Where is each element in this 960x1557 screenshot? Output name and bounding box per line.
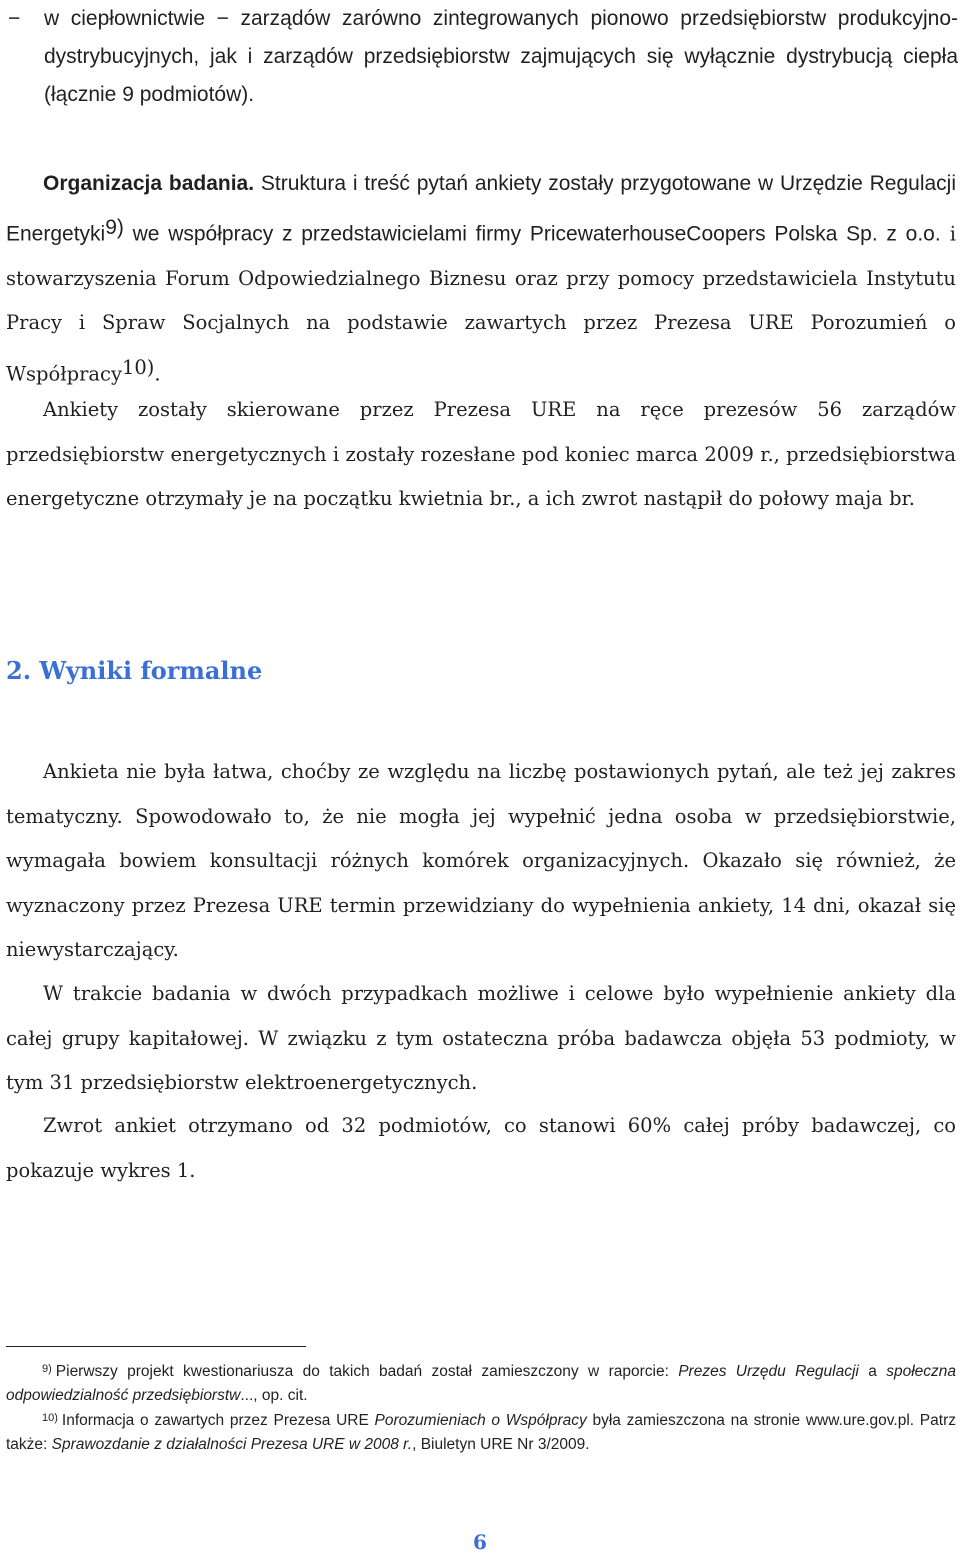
footnote-ref-9: 9) — [105, 216, 124, 239]
footnote-mark: 9) — [42, 1363, 52, 1375]
bullet-item — [8, 0, 958, 114]
results-paragraph-3: Zwrot ankiet otrzymano od 32 podmiotów, co stanowi 60% całej próby badawczej, co pokazuje wykres 1. — [6, 1114, 956, 1182]
section-title: Wyniki formalne — [39, 656, 263, 685]
footnote-text: Pierwszy projekt kwestionariusza do takich badań został zamieszczony w raporcie: — [55, 1363, 679, 1380]
organization-paragraph — [6, 162, 956, 397]
footnote-9 — [6, 1360, 956, 1408]
footnote-text: Informacja o zawartych przez Prezesa URE — [61, 1412, 375, 1429]
footnote-mark: 10) — [42, 1412, 58, 1424]
organization-text-2: we współpracy z przedstawicielami firmy PricewaterhouseCoopers Polska Sp. z o.o. — [123, 222, 941, 246]
results-paragraph-1: Ankieta nie była łatwa, choćby ze względu na liczbę postawionych pytań, ale też jej zakres tematyczny. Spowodowało to, że nie mogła jej wypełnić jedna osoba w przedsiębiorstwie, wymagała bowiem konsultacji różnych komórek organizacyjnych. Okazało się również, że wyznaczony przez Prezesa URE termin przewidziany do wypełnienia ankiety, 14 dni, okazał się niewystarczający. — [6, 760, 956, 961]
organization-lead: Organizacja badania. — [43, 172, 255, 195]
section-heading — [6, 656, 262, 685]
surveys-paragraph: Ankiety zostały skierowane przez Prezesa URE na ręce prezesów 56 zarządów przedsiębiorstw energetycznych i zostały rozesłane pod koniec marca 2009 r., przedsiębiorstwa energetyczne otrzymały je na początku kwietnia br., a ich zwrot nastąpił do połowy maja br. — [6, 398, 956, 510]
bullet-text: w ciepłownictwie − zarządów zarówno zintegrowanych pionowo przedsiębiorstw produkcyjno-dystrybucyjnych, jak i zarządów przedsiębiorstw zajmujących się wyłącznie dystrybucją ciepła (łącznie 9 podmiotów). — [44, 7, 958, 106]
organization-text-1: Struktura i treść pytań ankiety zostały przygotowane w Urzędzie Regulacji Energetyki — [6, 172, 957, 246]
section-number: 2. — [6, 656, 32, 685]
footnote-divider — [6, 1346, 306, 1347]
footnote-italic: Sprawozdanie z działalności Prezesa URE w 2008 r. — [51, 1436, 413, 1453]
organization-text-4: . — [154, 362, 161, 386]
footnote-text: ..., op. cit. — [240, 1387, 308, 1404]
results-paragraph-2: W trakcie badania w dwóch przypadkach możliwe i celowe było wypełnienie ankiety dla całej grupy kapitałowej. W związku z tym ostateczna próba badawcza objęła 53 podmioty, w tym 31 przedsiębiorstw elektroenergetycznych. — [6, 982, 956, 1094]
organization-text-3: i stowarzyszenia Forum Odpowiedzialnego Biznesu oraz przy pomocy przedstawiciela Instytutu Pracy i Spraw Socjalnych na podstawie zawartych przez Prezesa URE Porozumień o Współpracy — [6, 222, 957, 386]
footnote-italic: społeczna odpowiedzialność przedsiębiorstw — [6, 1363, 957, 1404]
page-number: 6 — [473, 1530, 487, 1554]
footnote-ref-10: 10) — [121, 355, 155, 379]
bullet-dash: − — [8, 7, 21, 30]
footnote-text: a — [858, 1363, 887, 1380]
footnote-text: była zamieszczona na stronie www.ure.gov.pl. Patrz także: — [6, 1412, 956, 1453]
footnote-italic: Prezes Urzędu Regulacji — [678, 1363, 859, 1380]
footnote-italic: Porozumieniach o Współpracy — [374, 1412, 587, 1429]
footnote-10 — [6, 1409, 956, 1457]
footnote-text: , Biuletyn URE Nr 3/2009. — [412, 1436, 590, 1453]
